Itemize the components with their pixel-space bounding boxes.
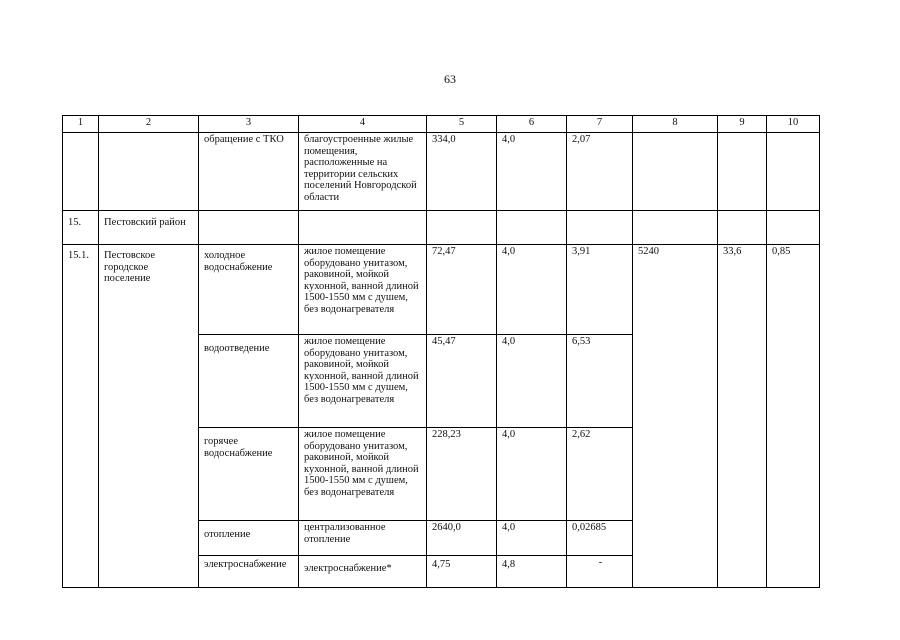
value-cell: 0,02685 bbox=[567, 521, 633, 556]
premises-cell: централизованное отопление bbox=[299, 521, 427, 556]
value-cell: 4,8 bbox=[497, 556, 567, 588]
premises-cell: жилое помещение оборудовано унитазом, раковиной, мойкой кухонной, ванной длиной 1500-1550 мм с душем, без водонагревателя bbox=[299, 245, 427, 335]
empty-cell bbox=[767, 133, 820, 211]
empty-cell bbox=[427, 211, 497, 245]
value-cell: 228,23 bbox=[427, 428, 497, 521]
table-row-tko bbox=[63, 133, 820, 211]
value-cell: 72,47 bbox=[427, 245, 497, 335]
column-header: 6 bbox=[497, 116, 567, 133]
premises-cell: жилое помещение оборудовано унитазом, раковиной, мойкой кухонной, ванной длиной 1500-1550 мм с душем, без водонагревателя bbox=[299, 335, 427, 428]
district-number: 15. bbox=[63, 211, 99, 245]
empty-cell bbox=[63, 133, 99, 211]
value-cell: 2,07 bbox=[567, 133, 633, 211]
empty-cell bbox=[767, 211, 820, 245]
value-cell: 4,75 bbox=[427, 556, 497, 588]
value-cell: 2640,0 bbox=[427, 521, 497, 556]
empty-cell bbox=[633, 211, 718, 245]
value-cell: 2,62 bbox=[567, 428, 633, 521]
column-header: 9 bbox=[718, 116, 767, 133]
column-header: 8 bbox=[633, 116, 718, 133]
value-cell: 4,0 bbox=[497, 521, 567, 556]
service-cell: горячее водоснабжение bbox=[199, 428, 299, 521]
page-number: 63 bbox=[444, 72, 456, 86]
column-header: 4 bbox=[299, 116, 427, 133]
settlement-name: Пестовское городское поселение bbox=[99, 245, 199, 588]
column-header: 5 bbox=[427, 116, 497, 133]
value-cell: 4,0 bbox=[497, 428, 567, 521]
settlement-value-9: 33,6 bbox=[718, 245, 767, 588]
column-number-row bbox=[63, 116, 820, 133]
column-header: 1 bbox=[63, 116, 99, 133]
empty-cell bbox=[633, 133, 718, 211]
settlement-number: 15.1. bbox=[63, 245, 99, 588]
service-cell: водоотведение bbox=[199, 335, 299, 428]
premises-cell: электроснабжение* bbox=[299, 556, 427, 588]
table-row bbox=[63, 245, 820, 335]
premises-cell: жилое помещение оборудовано унитазом, раковиной, мойкой кухонной, ванной длиной 1500-1550 мм с душем, без водонагревателя bbox=[299, 428, 427, 521]
settlement-value-8: 5240 bbox=[633, 245, 718, 588]
empty-cell bbox=[718, 211, 767, 245]
column-header: 3 bbox=[199, 116, 299, 133]
premises-cell: благоустроенные жилые помещения, расположенные на территории сельских поселений Новгородской области bbox=[299, 133, 427, 211]
empty-cell bbox=[99, 133, 199, 211]
value-cell: 6,53 bbox=[567, 335, 633, 428]
empty-cell bbox=[299, 211, 427, 245]
service-cell: холодное водоснабжение bbox=[199, 245, 299, 335]
value-cell: 334,0 bbox=[427, 133, 497, 211]
column-header: 10 bbox=[767, 116, 820, 133]
district-name: Пестовский район bbox=[99, 211, 199, 245]
value-cell: 3,91 bbox=[567, 245, 633, 335]
column-header: 7 bbox=[567, 116, 633, 133]
value-cell: 4,0 bbox=[497, 335, 567, 428]
empty-cell bbox=[718, 133, 767, 211]
service-cell: обращение с ТКО bbox=[199, 133, 299, 211]
service-cell: отопление bbox=[199, 521, 299, 556]
empty-cell bbox=[199, 211, 299, 245]
settlement-value-10: 0,85 bbox=[767, 245, 820, 588]
value-cell: - bbox=[567, 556, 633, 588]
empty-cell bbox=[497, 211, 567, 245]
value-cell: 45,47 bbox=[427, 335, 497, 428]
table-row-district bbox=[63, 211, 820, 245]
empty-cell bbox=[567, 211, 633, 245]
tariff-table bbox=[62, 115, 820, 588]
value-cell: 4,0 bbox=[497, 245, 567, 335]
service-cell: электроснабжение bbox=[199, 556, 299, 588]
column-header: 2 bbox=[99, 116, 199, 133]
value-cell: 4,0 bbox=[497, 133, 567, 211]
